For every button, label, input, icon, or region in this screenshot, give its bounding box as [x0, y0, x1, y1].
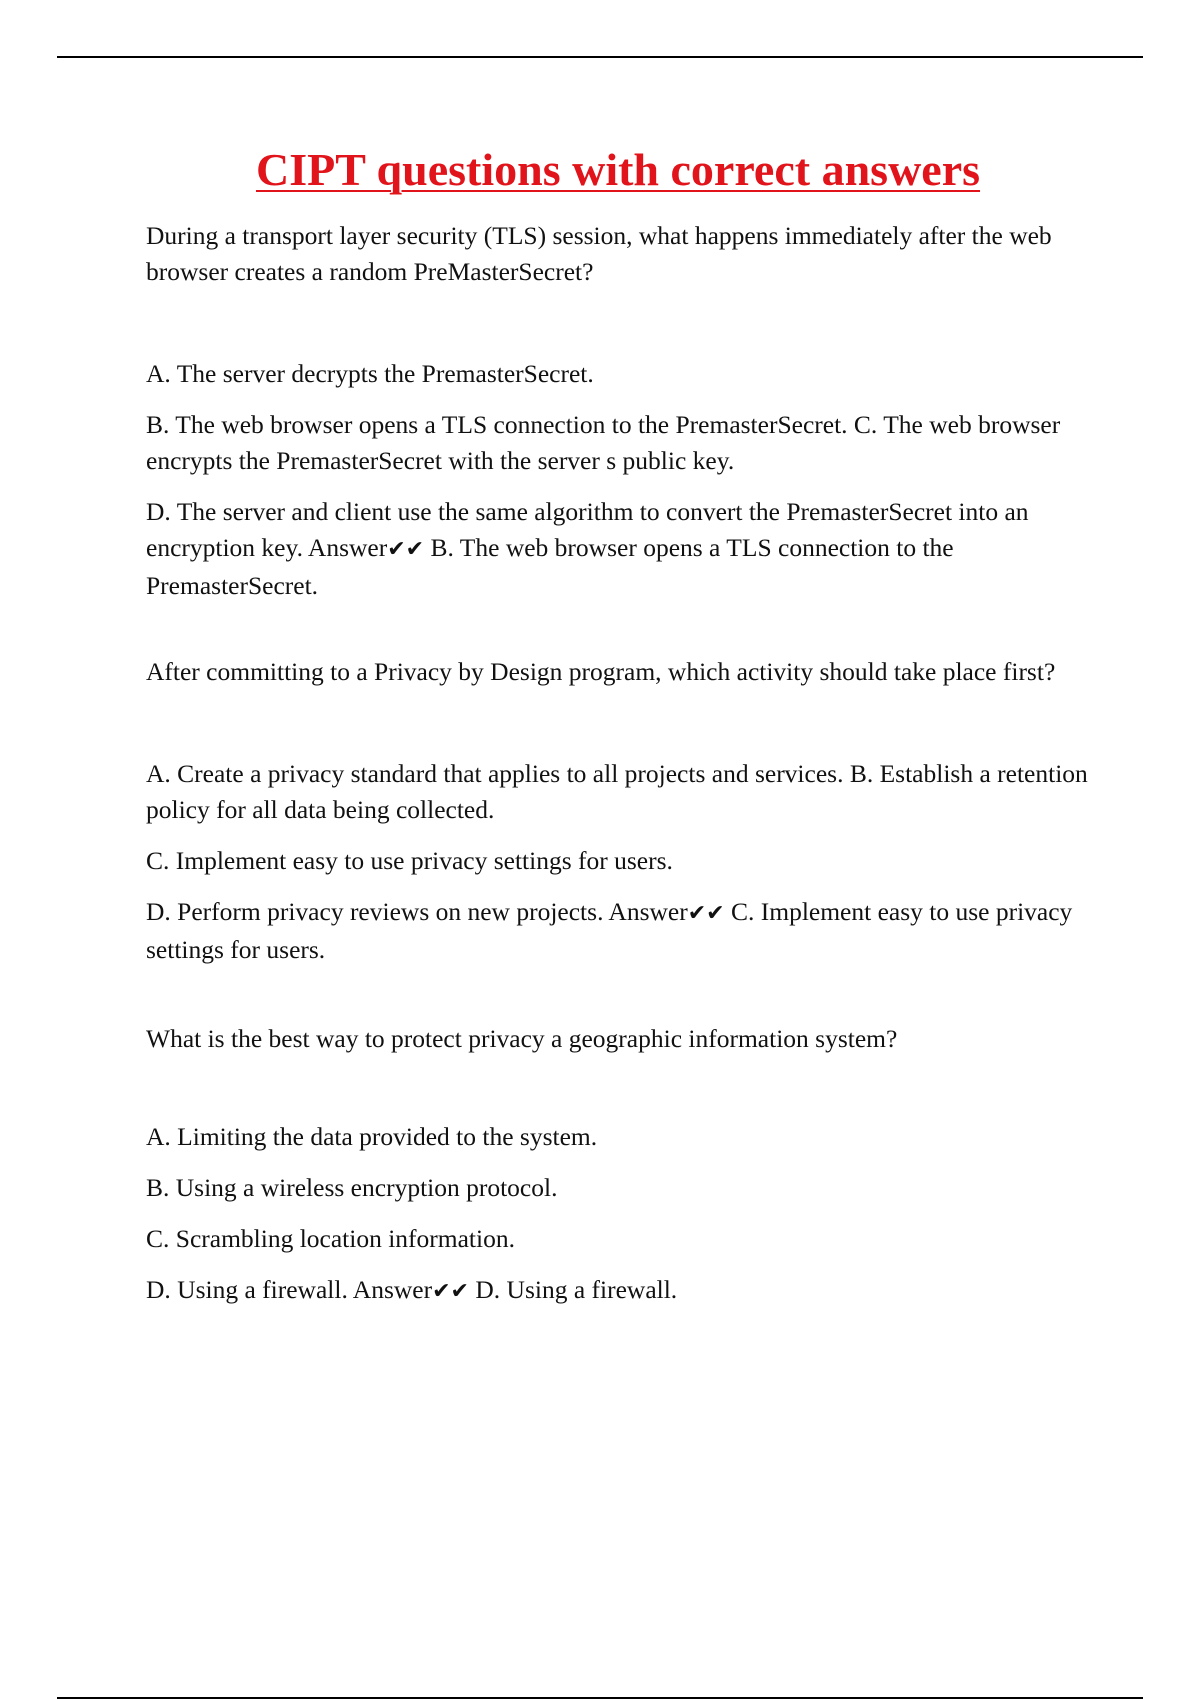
question-3-answer: D. Using a firewall. [475, 1275, 678, 1304]
top-rule [57, 56, 1143, 58]
question-3-option-d [146, 1272, 1096, 1310]
question-3-option-a: A. Limiting the data provided to the system. [146, 1122, 598, 1151]
question-1-option-b-c: B. The web browser opens a TLS connection to the PremasterSecret. C. The web browser encrypts the PremasterSecret with the server s public key. [146, 410, 1061, 475]
question-1-option-d-text: D. The server and client use the same algorithm to convert the PremasterSecret into an encryption key. Answer [146, 497, 1029, 562]
question-3-option-c: C. Scrambling location information. [146, 1224, 515, 1253]
question-2-option-d-text: D. Perform privacy reviews on new projects. Answer [146, 897, 688, 926]
question-2-answer: C. Implement easy to use privacy settings for users. [146, 897, 1073, 964]
question-1-option-d [146, 494, 1096, 604]
question-2-options [146, 756, 1096, 968]
question-2-option-a-b: A. Create a privacy standard that applies to all projects and services. B. Establish a retention policy for all data being collected. [146, 759, 1088, 824]
check-icon: ✔✔ [687, 901, 725, 926]
question-2-option-c: C. Implement easy to use privacy settings for users. [146, 846, 673, 875]
question-3-options [146, 1119, 1096, 1310]
question-3-option-d-text: D. Using a firewall. Answer [146, 1275, 433, 1304]
question-3-option-b: B. Using a wireless encryption protocol. [146, 1173, 558, 1202]
question-1-prompt: During a transport layer security (TLS) session, what happens immediately after the web browser creates a random PreMasterSecret? [146, 221, 1052, 286]
question-2-option-d [146, 894, 1096, 968]
bottom-rule [57, 1697, 1143, 1699]
question-2-prompt: After committing to a Privacy by Design program, which activity should take place first? [146, 657, 1056, 686]
question-3-prompt: What is the best way to protect privacy a geographic information system? [146, 1024, 898, 1053]
question-1-answer: B. The web browser opens a TLS connection to the PremasterSecret. [146, 533, 954, 600]
check-icon: ✔✔ [387, 537, 425, 562]
question-1-options [146, 356, 1096, 604]
check-icon: ✔✔ [432, 1279, 469, 1304]
document-title: CIPT questions with correct answers [255, 144, 981, 195]
document-body [146, 218, 1096, 1360]
question-1-option-a: A. The server decrypts the PremasterSecret. [146, 359, 594, 388]
